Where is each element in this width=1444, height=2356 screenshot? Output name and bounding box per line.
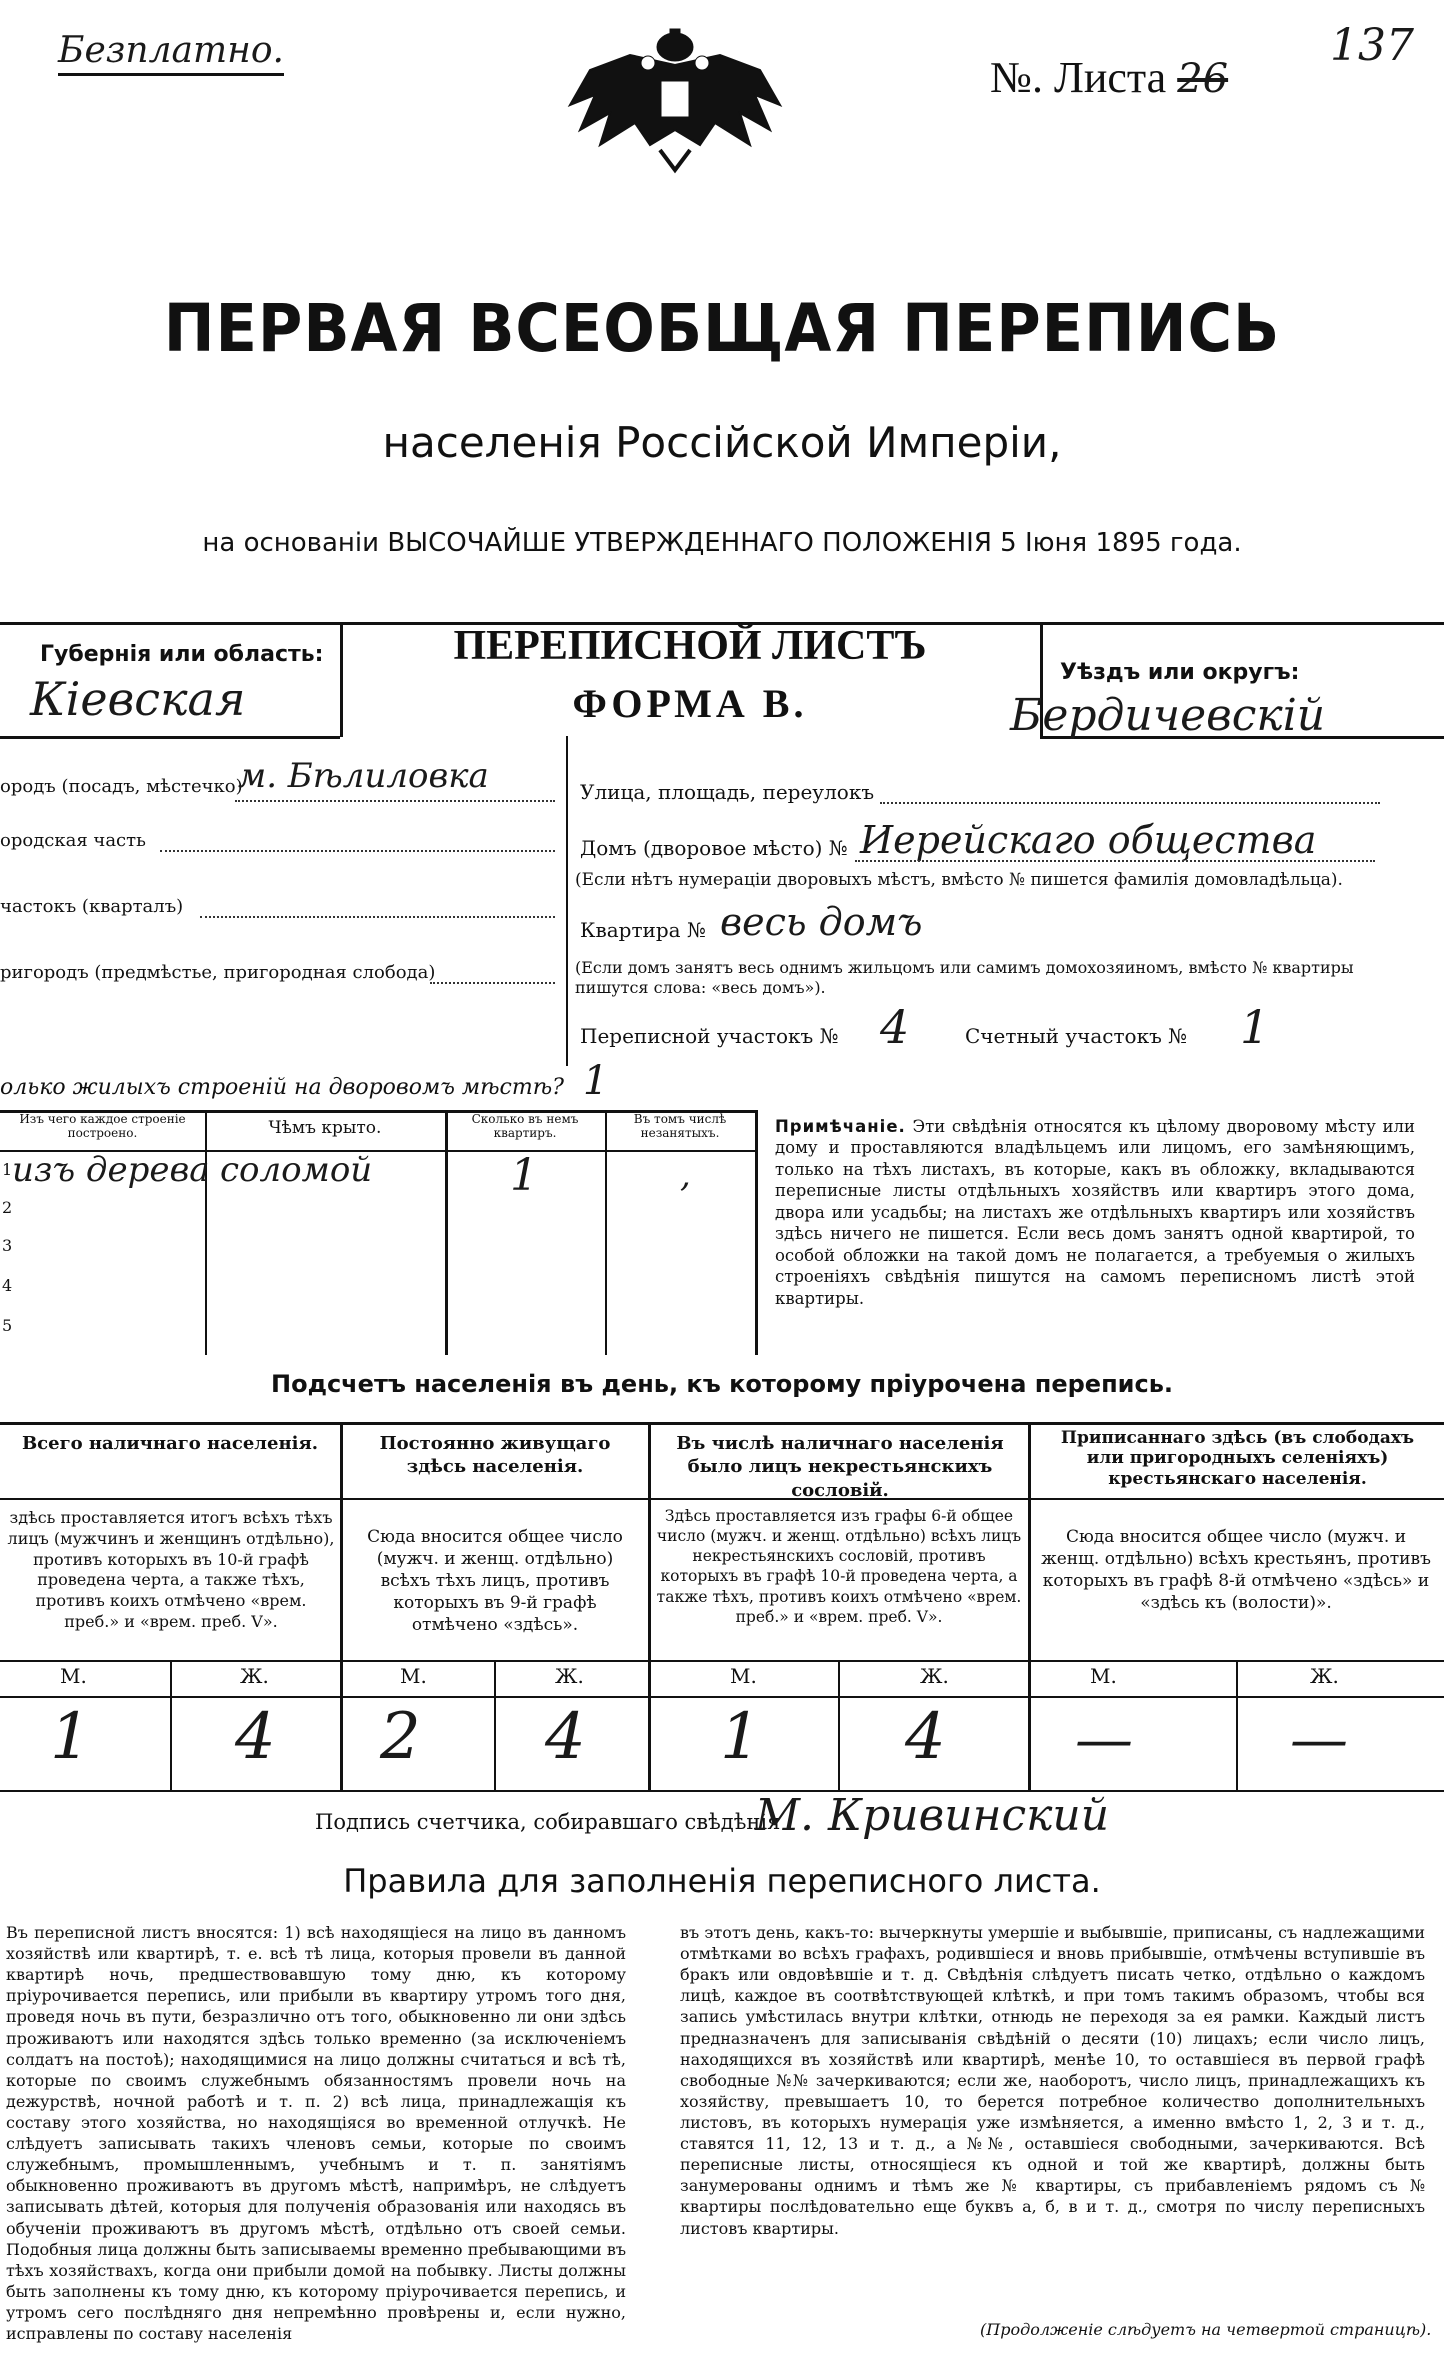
pop-f-label-4: Ж. — [1310, 1664, 1339, 1688]
pop-m-label-1: М. — [60, 1664, 87, 1688]
population-title: Подсчетъ населенія въ день, къ которому пріурочена перепись. — [271, 1370, 1173, 1398]
building-material-value: изъ дерева — [12, 1150, 210, 1190]
pop-m-label-3: М. — [730, 1664, 757, 1688]
pop-f-label-3: Ж. — [920, 1664, 949, 1688]
rules-continued-note: (Продолженіе слѣдуетъ на четвертой страницѣ). — [980, 2320, 1432, 2339]
pop-f-label-1: Ж. — [240, 1664, 269, 1688]
pop-value-m-3: 1 — [720, 1700, 761, 1774]
sheet-number-label-text: №. Листа — [990, 53, 1167, 102]
sheet-number-label — [990, 52, 1228, 103]
section-label: частокъ (кварталъ) — [0, 896, 184, 917]
pop-f-label-2: Ж. — [555, 1664, 584, 1688]
col-apartments-header: Сколько въ немъ квартиръ. — [471, 1112, 579, 1141]
gubernia-label: Губернія или область: — [40, 642, 324, 667]
building-apartments-value: 1 — [510, 1150, 538, 1201]
buildings-count-value: 1 — [582, 1058, 609, 1104]
buildings-count-label — [0, 1058, 608, 1104]
free-label: Безплатно. — [58, 30, 284, 76]
pop-value-m-2: 2 — [380, 1700, 421, 1774]
pop-col1-desc: здѣсь проставляется итогъ всѣхъ тѣхъ лицъ (мужчинъ и женщинъ отдѣльно), противъ которыхъ въ 10-й графѣ проведена черта, а также тѣхъ, противъ коихъ отмѣчено «врем. преб.» и «врем. преб. V». — [7, 1508, 335, 1631]
uezd-label: Уѣздъ или округъ: — [1060, 660, 1300, 685]
pop-m-label-2: М. — [400, 1664, 427, 1688]
col-roof-header: Чѣмъ крыто. — [268, 1118, 382, 1138]
pop-col4-head: Приписаннаго здѣсь (въ слободахъ или пригородныхъ селеніяхъ) крестьянскаго населенія. — [1060, 1428, 1415, 1489]
city-label: ородъ (посадъ, мѣстечко) — [0, 776, 243, 797]
pop-value-f-3: 4 — [905, 1700, 946, 1774]
city-part-label: ородская часть — [0, 830, 146, 851]
row-number-1: 1 — [2, 1160, 13, 1179]
house-value: Иерейскаго общества — [860, 818, 1317, 862]
building-roof-value: соломой — [220, 1150, 373, 1190]
pop-value-f-1: 4 — [235, 1700, 276, 1774]
census-subtitle: населенія Россійской Имперіи, — [382, 418, 1062, 467]
signature-value: М. Кривинский — [755, 1790, 1110, 1841]
apartment-note: (Если домъ занятъ весь однимъ жильцомъ или самимъ домохозяиномъ, вмѣсто № квартиры пишутся слова: «весь домъ»). — [575, 958, 1354, 997]
note-text: Эти свѣдѣнія относятся къ цѣлому дворовому мѣсту или дому и проставляются владѣльцемъ или лицомъ, его замѣняющимъ, только на тѣхъ листахъ, въ которые, какъ въ обложку, вкладываются переписные листы отдѣльныхъ хозяйствъ или квартиръ этого дома, двора или усадьбы; на листахъ же отдѣльныхъ квартиръ или хозяйствъ здѣсь ничего не пишется. Если весь домъ занятъ одной квартирой, то особой обложки на такой домъ не полагается, а требуемыя о жилыхъ строеніяхъ свѣдѣнія пишутся на самомъ переписномъ листѣ этой квартиры. — [775, 1117, 1415, 1308]
census-district-value: 4 — [880, 1000, 910, 1054]
pop-value-m-4: — — [1075, 1705, 1133, 1773]
suburb-label: ригородъ (предмѣстье, пригородная слобода) — [0, 962, 436, 983]
pop-col3-head: Въ числѣ наличнаго населенія было лицъ некрестьянскихъ сословій. — [676, 1433, 1004, 1501]
house-note: (Если нѣтъ нумераціи дворовыхъ мѣстъ, вмѣсто № пишется фамилія домовладѣльца). — [575, 870, 1343, 890]
signature-label: Подпись счетчика, собиравшаго свѣдѣнія — [315, 1810, 781, 1834]
census-basis: на основаніи ВЫСОЧАЙШЕ УТВЕРЖДЕННАГО ПОЛОЖЕНІЯ 5 Іюня 1895 года. — [202, 528, 1242, 558]
apartment-value: весь домъ — [720, 900, 923, 944]
census-title: ПЕРВАЯ ВСЕОБЩАЯ ПЕРЕПИСЬ — [163, 290, 1281, 367]
apartment-label: Квартира № — [580, 918, 706, 942]
pop-col2-head: Постоянно живущаго здѣсь населенія. — [379, 1433, 611, 1478]
census-district-label: Переписной участокъ № — [580, 1024, 839, 1048]
sheet-number-corner: 137 — [1330, 20, 1414, 71]
sheet-number-value: 26 — [1177, 56, 1229, 102]
count-district-label: Счетный участокъ № — [965, 1024, 1188, 1048]
rules-right-column: въ этотъ день, какъ-то: вычеркнуты умершіе и выбывшіе, приписаны, съ надлежащими отмѣтками во всѣхъ графахъ, родившіеся и вновь прибывшіе, отмѣчены вступившіе въ бракъ или овдовѣвшіе и т. д. Свѣдѣнія слѣдуетъ писать четко, отдѣльно о каждомъ лицѣ, каждое въ соотвѣтствующей клѣткѣ, и при томъ такимъ образомъ, чтобы вся запись умѣстилась внутри клѣтки, отнюдь не переходя за ея рамки. Каждый листъ предназначенъ для записыванія свѣдѣній о десяти (10) лицахъ; если число лицъ, находящихся въ хозяйствѣ или квартирѣ, менѣе 10, то оставшіеся въ первой графѣ свободные №№ зачеркиваются; если же, наоборотъ, число лицъ, принадлежащихъ къ хозяйству, превышаетъ 10, то берется потребное количество дополнительныхъ листовъ, въ которыхъ нумерація уже измѣняется, а именно вмѣсто 1, 2, 3 и т. д., ставятся 11, 12, 13 и т. д., а №№, оставшіеся свободными, зачеркиваются. Всѣ переписные листы, относящіеся къ одной и той же квартирѣ, должны быть занумерованы однимъ и тѣмъ же № квартиры, съ прибавленіемъ рядомъ съ № квартиры послѣдовательно еще буквъ а, б, в и т. д., смотря по числу переписныхъ листовъ квартиры. — [680, 1923, 1425, 2238]
pop-value-f-2: 4 — [545, 1700, 586, 1774]
gubernia-value: Кіевская — [30, 672, 246, 726]
city-value: м. Бѣлиловка — [238, 756, 489, 796]
form-letter: ФОРМА В. — [572, 681, 808, 726]
street-label: Улица, площадь, переулокъ — [580, 780, 875, 804]
building-vacant-value: , — [680, 1155, 691, 1195]
pop-col2-desc: Сюда вносится общее число (мужч. и женщ. отдѣльно) всѣхъ тѣхъ лицъ, противъ которыхъ въ 9-й графѣ отмѣчено «здѣсь». — [367, 1527, 623, 1636]
rules-left-column: Въ переписной листъ вносятся: 1) всѣ находящіеся на лицо въ данномъ хозяйствѣ или квартирѣ, т. е. всѣ тѣ лица, которыя провели въ данной квартирѣ ночь, предшествовавшую тому дню, къ которому пріурочивается перепись, или прибыли въ квартиру утромъ того дня, проведя ночь въ пути, безразлично отъ того, обыкновенно ли они здѣсь проживаютъ или находятся здѣсь только временно (за исключеніемъ солдатъ на постоѣ); находящимися на лицо должны считаться и всѣ тѣ, которые по своимъ служебнымъ обязанностямъ провели ночь на дежурствѣ, ночной работѣ и т. п. 2) всѣ лица, принадлежащія къ составу этого хозяйства, но находящіяся во временной отлучкѣ. Не слѣдуетъ записывать такихъ членовъ семьи, которые по своимъ служебнымъ, промышленнымъ, учебнымъ и т. п. занятіямъ обыкновенно проживаютъ въ другомъ мѣстѣ, напримѣръ, не слѣдуетъ записывать дѣтей, которыя для полученія образованія или находясь въ обученіи проживаютъ въ другомъ мѣстѣ, отдѣльно отъ своей семьи. Подобныя лица должны быть записываемы временно пребывающими въ тѣхъ хозяйствахъ, когда они прибыли домой на побывку. Листы должны быть заполнены къ тому дню, къ которому пріурочивается перепись, и утромъ сего послѣдняго дня непремѣнно провѣрены и, если нужно, исправлены по составу населенія — [6, 1923, 626, 2344]
uezd-value: Бердичевскій — [1010, 690, 1326, 741]
rules-title: Правила для заполненія переписного листа. — [343, 1862, 1101, 1900]
count-district-value: 1 — [1240, 1000, 1270, 1054]
pop-col1-head: Всего наличнаго населенія. — [21, 1433, 319, 1454]
buildings-count-label-text: олько жилыхъ строеній на дворовомъ мѣстѣ? — [0, 1075, 564, 1100]
pop-value-f-4: — — [1290, 1705, 1348, 1773]
row-number-3: 3 — [2, 1236, 13, 1255]
form-title: ПЕРЕПИСНОЙ ЛИСТЪ — [453, 623, 927, 669]
row-number-5: 5 — [2, 1316, 13, 1335]
row-number-2: 2 — [2, 1198, 13, 1217]
col-material-header: Изъ чего каждое строеніе построено. — [19, 1112, 186, 1141]
pop-col3-desc: Здѣсь проставляется изъ графы 6-й общее число (мужч. и женщ. отдѣльно) всѣхъ лицъ некрестьянскихъ сословій, противъ которыхъ въ графѣ 10-й проведена черта, а также тѣхъ, противъ коихъ отмѣчено «врем. преб.» и «врем. преб. V». — [656, 1507, 1022, 1626]
note-block — [775, 1116, 1415, 1309]
row-number-4: 4 — [2, 1276, 13, 1295]
double-headed-eagle-emblem — [560, 25, 790, 175]
pop-value-m-1: 1 — [50, 1700, 91, 1774]
house-label: Домъ (дворовое мѣсто) № — [580, 836, 848, 860]
pop-col4-desc: Сюда вносится общее число (мужч. и женщ. отдѣльно) всѣхъ крестьянъ, противъ которыхъ въ графѣ 8-й отмѣчено «здѣсь» и «здѣсь къ (волости)». — [1041, 1527, 1431, 1614]
col-vacant-header: Въ томъ числѣ незанятыхъ. — [633, 1112, 727, 1141]
note-title: Примѣчаніе. — [775, 1117, 906, 1136]
pop-m-label-4: М. — [1090, 1664, 1117, 1688]
